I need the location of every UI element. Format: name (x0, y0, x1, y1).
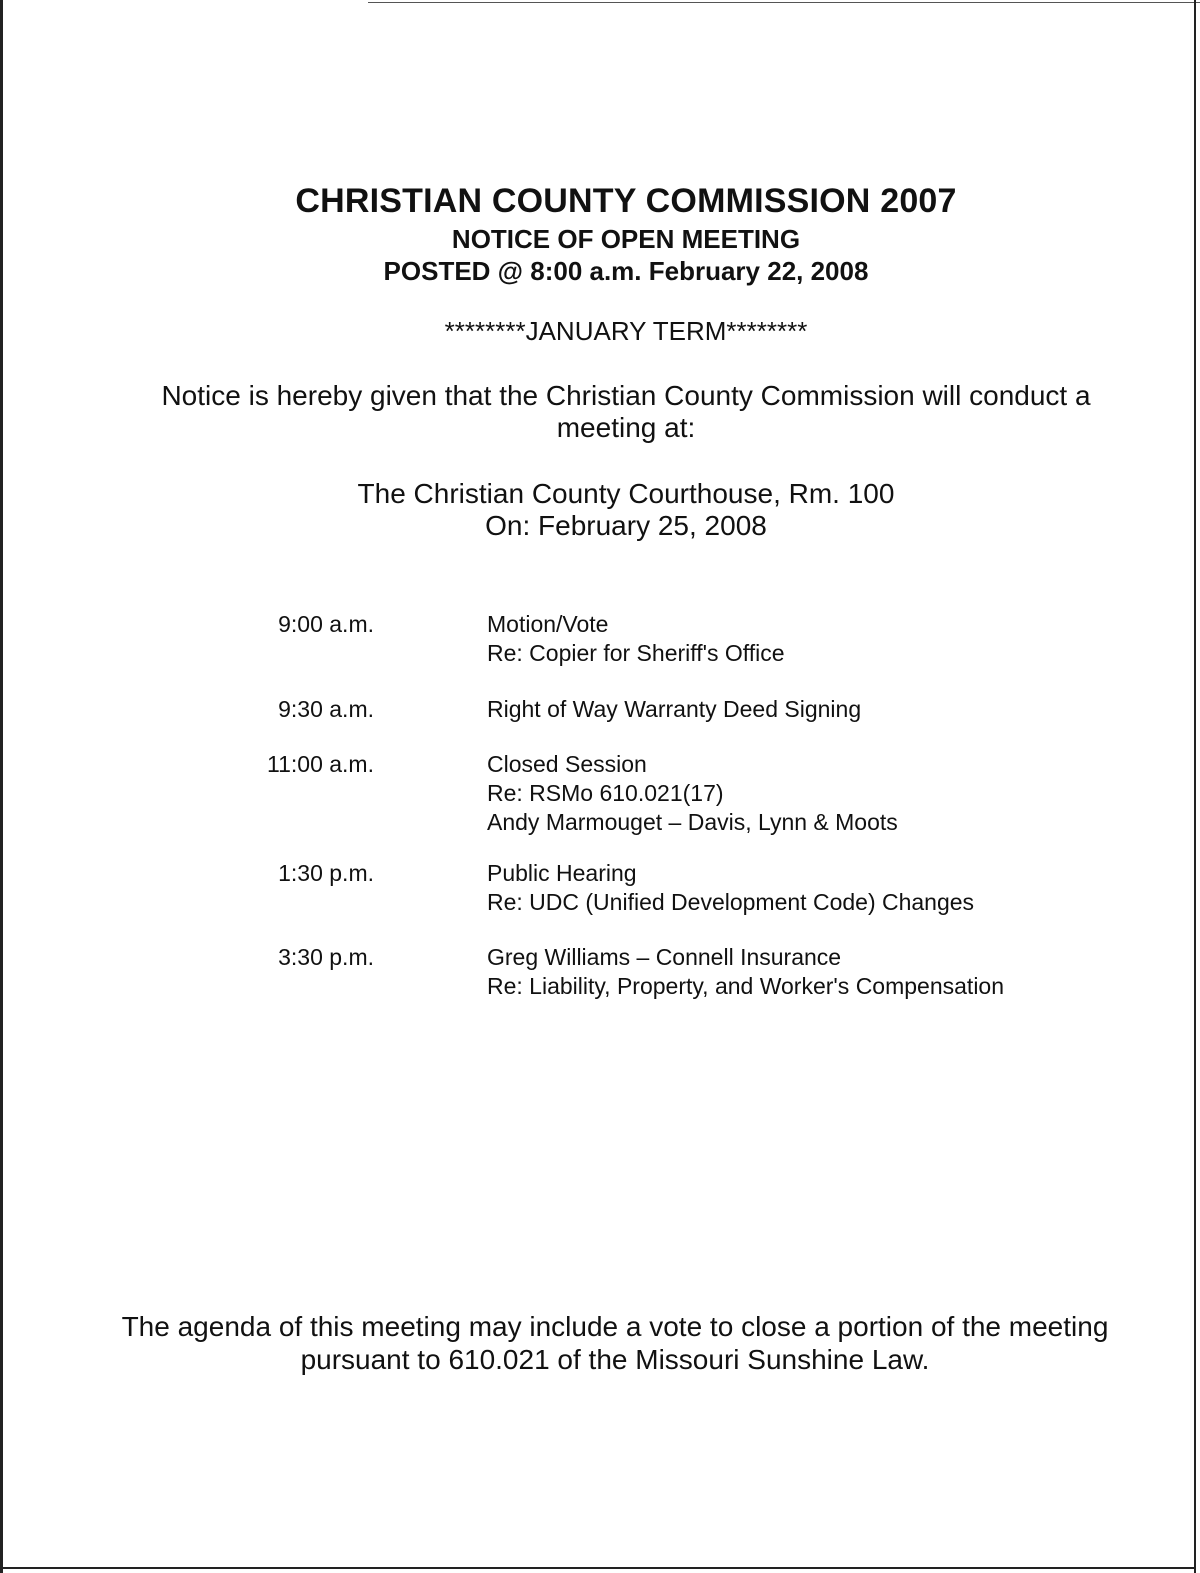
agenda-line: Motion/Vote (487, 611, 609, 637)
agenda-time: 3:30 p.m. (278, 944, 374, 970)
scan-edge-bottom (0, 1567, 1196, 1569)
agenda-line: Public Hearing (487, 860, 637, 886)
agenda-line: Re: Copier for Sheriff's Office (487, 640, 785, 666)
agenda-time: 11:00 a.m. (267, 751, 374, 777)
meeting-location (0, 478, 1200, 542)
sunshine-law-notice: The agenda of this meeting may include a vote to close a portion of the meeting pursuant to 610.021 of the Missouri Sunshine Law. (121, 1311, 1109, 1375)
agenda-line: Re: Liability, Property, and Worker's Compensation (487, 973, 1005, 999)
agenda-line: Right of Way Warranty Deed Signing (487, 696, 862, 722)
agenda-description (487, 695, 1167, 724)
agenda-time: 9:00 a.m. (278, 611, 374, 637)
agenda-line: Closed Session (487, 751, 647, 777)
notice-paragraph: Notice is hereby given that the Christian County Commission will conduct a meeting at: (161, 380, 1091, 443)
agenda-line: Andy Marmouget – Davis, Lynn & Moots (487, 809, 898, 835)
agenda-description (487, 859, 1167, 917)
location-place: The Christian County Courthouse, Rm. 100 (357, 478, 895, 509)
term-line: ********JANUARY TERM******** (444, 316, 808, 346)
agenda-line: Re: RSMo 610.021(17) (487, 780, 724, 806)
agenda-description (487, 750, 1167, 837)
scan-edge-top (368, 2, 1200, 3)
location-date: On: February 25, 2008 (485, 510, 767, 541)
agenda-time: 1:30 p.m. (278, 860, 374, 886)
agenda-description (487, 943, 1167, 1001)
agenda-time: 9:30 a.m. (278, 696, 374, 722)
document-subtitle: NOTICE OF OPEN MEETING (451, 224, 801, 254)
document-title: CHRISTIAN COUNTY COMMISSION 2007 (295, 182, 957, 220)
agenda-description (487, 610, 1167, 668)
agenda-line: Re: UDC (Unified Development Code) Changes (487, 889, 975, 915)
agenda-line: Greg Williams – Connell Insurance (487, 944, 842, 970)
posted-line: POSTED @ 8:00 a.m. February 22, 2008 (383, 256, 869, 286)
